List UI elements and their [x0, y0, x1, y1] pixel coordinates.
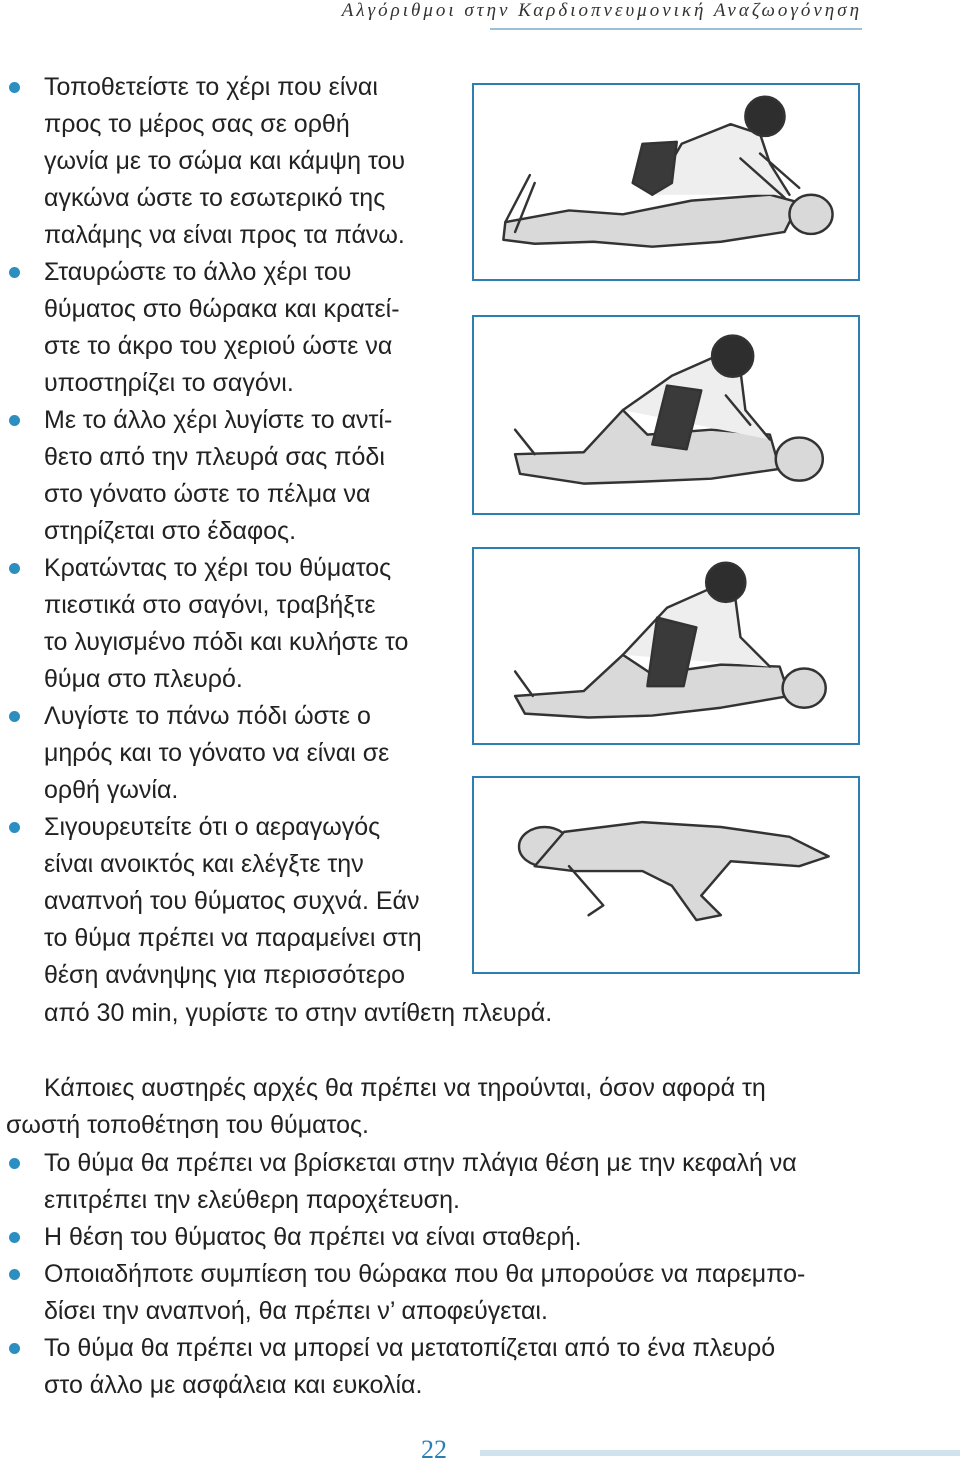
text-line: Με το άλλο χέρι λυγίστε το αντί- — [44, 406, 393, 434]
recovery-position-illustration-icon — [474, 778, 858, 972]
text-line: στηρίζεται στο έδαφος. — [44, 517, 297, 545]
text-line: Η θέση του θύματος θα πρέπει να είναι σταθερή. — [44, 1223, 582, 1251]
header-rule — [490, 28, 862, 30]
text-line: το λυγισμένο πόδι και κυλήστε το — [44, 628, 409, 656]
figure-step-2 — [472, 315, 860, 515]
text-line: πιεστικά στο σαγόνι, τραβήξτε — [44, 591, 376, 619]
text-line: Σιγουρευτείτε ότι ο αεραγωγός — [44, 813, 381, 841]
text-line: μηρός και το γόνατο να είναι σε — [44, 739, 390, 767]
text-line: δίσει την αναπνοή, θα πρέπει ν’ αποφεύγεται. — [44, 1297, 548, 1325]
bullet-dot-icon — [9, 1269, 20, 1280]
text-line: θετο από την πλευρά σας πόδι — [44, 443, 385, 471]
intro-line: Κάποιες αυστηρές αρχές θα πρέπει να τηρούνται, όσον αφορά τη — [44, 1074, 766, 1102]
text-line: Το θύμα θα πρέπει να μπορεί να μετατοπίζεται από το ένα πλευρό — [44, 1334, 776, 1362]
bullet-dot-icon — [9, 1343, 20, 1354]
bullet-dot-icon — [9, 822, 20, 833]
text-line: υποστηρίζει το σαγόνι. — [44, 369, 294, 397]
bullet-dot-icon — [9, 1158, 20, 1169]
bullet-dot-icon — [9, 82, 20, 93]
text-line: προς το μέρος σας σε ορθή — [44, 110, 350, 138]
text-line: θύματος στο θώρακα και κρατεί- — [44, 295, 400, 323]
text-line: είναι ανοικτός και ελέγξτε την — [44, 850, 364, 878]
text-line: από 30 min, γυρίστε το στην αντίθετη πλευρά. — [44, 999, 553, 1027]
text-line: στε το άκρο του χεριού ώστε να — [44, 332, 393, 360]
bullet-dot-icon — [9, 415, 20, 426]
text-line: αναπνοή του θύματος συχνά. Εάν — [44, 887, 420, 915]
text-line: παλάμης να είναι προς τα πάνω. — [44, 221, 405, 249]
intro-line: σωστή τοποθέτηση του θύματος. — [6, 1111, 369, 1139]
text-line: Λυγίστε το πάνω πόδι ώστε ο — [44, 702, 371, 730]
text-line: επιτρέπει την ελεύθερη παροχέτευση. — [44, 1186, 460, 1214]
rescuer-rolling-victim-illustration-icon — [474, 549, 858, 743]
text-line: Σταυρώστε το άλλο χέρι του — [44, 258, 352, 286]
text-line: το θύμα πρέπει να παραμείνει στη — [44, 924, 422, 952]
page-number: 22 — [421, 1435, 447, 1464]
bullet-dot-icon — [9, 267, 20, 278]
rescuer-bending-knee-illustration-icon — [474, 317, 858, 513]
text-line: γωνία με το σώμα και κάμψη του — [44, 147, 406, 175]
figure-step-3 — [472, 547, 860, 745]
text-line: Κρατώντας το χέρι του θύματος — [44, 554, 392, 582]
text-line: θέση ανάνηψης για περισσότερο — [44, 961, 406, 989]
figure-step-1 — [472, 83, 860, 281]
text-line: Οποιαδήποτε συμπίεση του θώρακα που θα μπορούσε να παρεμπο- — [44, 1260, 806, 1288]
footer-rule — [480, 1450, 960, 1456]
running-header: Αλγόριθμοι στην Καρδιοπνευμονική Αναζωογόνηση — [341, 0, 862, 21]
rescuer-kneeling-arm-positioning-illustration-icon — [474, 85, 858, 279]
bullet-dot-icon — [9, 563, 20, 574]
text-line: στο άλλο με ασφάλεια και ευκολία. — [44, 1371, 423, 1399]
text-line: Το θύμα θα πρέπει να βρίσκεται στην πλάγια θέση με την κεφαλή να — [44, 1149, 797, 1177]
text-line: στο γόνατο ώστε το πέλμα να — [44, 480, 371, 508]
text-line: αγκώνα ώστε το εσωτερικό της — [44, 184, 386, 212]
text-line: ορθή γωνία. — [44, 776, 179, 804]
bullet-dot-icon — [9, 711, 20, 722]
figure-step-4 — [472, 776, 860, 974]
text-line: Τοποθετείστε το χέρι που είναι — [44, 73, 378, 101]
text-line: θύμα στο πλευρό. — [44, 665, 243, 693]
bullet-dot-icon — [9, 1232, 20, 1243]
